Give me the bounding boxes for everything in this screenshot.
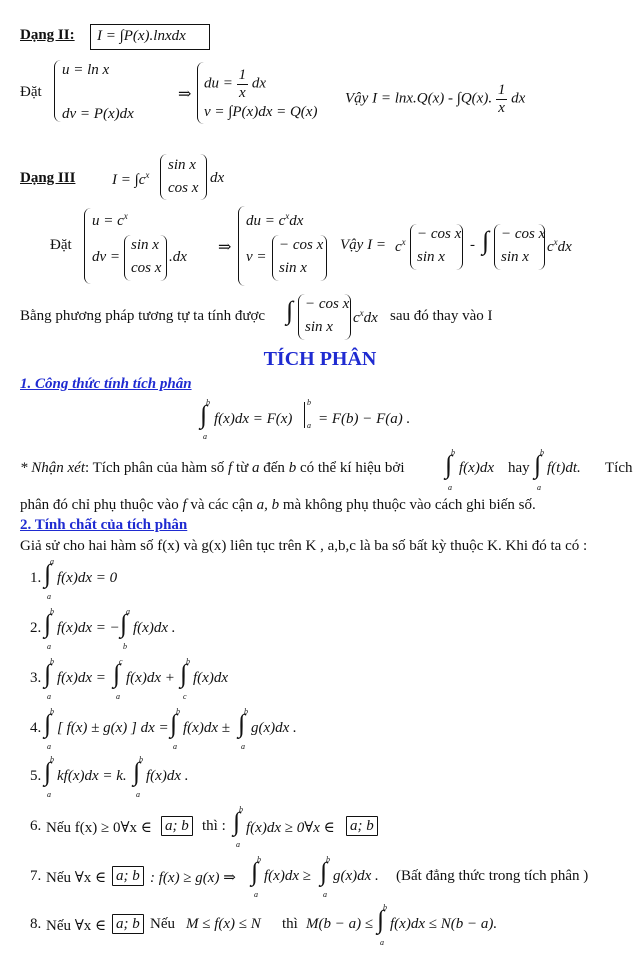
lim-c: c <box>183 692 187 701</box>
remark-line2-ab: a, b <box>256 497 280 513</box>
dang3-negcos-1: − cos x <box>279 237 324 253</box>
remark-int1: f(x)dx <box>459 460 494 476</box>
dang3-minus: - <box>470 237 475 253</box>
remark-text4: có thể kí hiệu bởi <box>299 460 405 476</box>
similar-tail-exp: x <box>359 308 364 318</box>
lim-a: a <box>448 483 452 492</box>
section2-heading: 2. Tính chất của tích phân <box>20 517 188 533</box>
dang2-u: u = ln x <box>62 62 110 78</box>
prop-7-expr1: f(x)dx ≥ <box>264 868 311 884</box>
lim-a: a <box>47 742 51 751</box>
dang3-dv-tail: .dx <box>169 249 187 265</box>
lim-b: b <box>50 607 54 616</box>
dang3-brace-5l <box>272 235 279 281</box>
lim-a: a <box>323 890 327 899</box>
dang3-negcos-2: − cos x <box>417 226 462 242</box>
prop-3-expr3: f(x)dx <box>193 670 228 686</box>
integral-sign: ∫ <box>44 659 52 688</box>
prop-number: 8. <box>30 916 42 932</box>
prop-5-expr1: kf(x)dx = k. <box>57 768 127 784</box>
prop-number: 2. <box>30 620 42 636</box>
prop-7-pre: Nếu ∀x ∈ <box>46 870 107 886</box>
prop-number: 3. <box>30 670 42 686</box>
lim-a: a <box>47 790 51 799</box>
implies-arrow: ⇒ <box>178 86 192 103</box>
prop-7-expr2: g(x)dx . <box>333 868 379 884</box>
dang3-u-exp: x <box>123 211 128 221</box>
remark-tich: Tích <box>605 460 633 476</box>
section1-heading: 1. Công thức tính tích phân <box>20 376 192 392</box>
dang2-vay-num: 1 <box>497 82 506 98</box>
lim-b: b <box>123 642 127 651</box>
section1-formula-tail: = F(b) − F(a) . <box>318 411 411 427</box>
prop-3-expr1: f(x)dx = <box>57 670 106 686</box>
integral-sign: ∫ <box>200 400 208 429</box>
prop-3-expr2: f(x)dx + <box>126 670 175 686</box>
dang2-du-num: 1 <box>238 67 247 83</box>
dang3-vay-exp: x <box>401 237 406 247</box>
dang3-brace-3r <box>160 235 167 281</box>
similar-negcos: − cos x <box>305 296 350 312</box>
prop-8-mid: Nếu <box>150 916 175 932</box>
implies-arrow-2: ⇒ <box>218 239 232 256</box>
similar-brace-r <box>344 294 351 340</box>
similar-brace-l <box>298 294 305 340</box>
prop-8-cond: M ≤ f(x) ≤ N <box>186 916 261 932</box>
dang3-brace-4 <box>238 206 245 286</box>
remark-label: * Nhận xét <box>20 460 85 476</box>
dang3-brace-2 <box>84 208 91 284</box>
lim-b: b <box>139 755 143 764</box>
lim-b: b <box>206 398 210 407</box>
eval-bar <box>304 402 305 428</box>
integral-sign: ∫ <box>113 659 121 688</box>
integral-sign: ∫ <box>170 709 178 738</box>
lim-a: a <box>241 742 245 751</box>
integral-sign: ∫ <box>377 905 385 934</box>
dang3-brace-5r <box>320 235 327 281</box>
dang3-cos-1: cos x <box>168 180 199 196</box>
prop-4-expr3: g(x)dx . <box>251 720 297 736</box>
remark-line2-b: và các cận <box>190 497 253 513</box>
dang2-brace-left <box>54 60 61 122</box>
lim-a-upper: a <box>50 557 54 566</box>
prop-number: 1. <box>30 570 42 586</box>
dang2-label: Dạng II: <box>20 27 75 43</box>
lim-b: b <box>186 657 190 666</box>
dang3-vay-tail: c <box>547 239 554 255</box>
dang2-du-tail: dx <box>251 75 267 92</box>
prop-7-note: (Bất đẳng thức trong tích phân ) <box>396 868 589 884</box>
dang3-dat: Đặt <box>50 237 72 253</box>
dang3-du: du = c <box>246 213 286 229</box>
similar-text-before: Bằng phương pháp tương tự ta tính được <box>20 308 266 324</box>
integral-sign: ∫ <box>120 609 128 638</box>
dang3-sin-4: sin x <box>417 249 445 265</box>
dang2-v: v = ∫P(x)dx = Q(x) <box>204 104 318 120</box>
lim-a: a <box>173 742 177 751</box>
lim-b: b <box>50 755 54 764</box>
prop-6-mid: thì : <box>202 818 226 834</box>
lim-b: b <box>326 855 330 864</box>
dang3-sin-1: sin x <box>168 157 196 173</box>
lim-a: a <box>537 483 541 492</box>
remark-hay: hay <box>508 460 530 476</box>
lim-a: a <box>380 938 384 947</box>
prop-8-lhs: M(b − a) ≤ <box>306 916 374 932</box>
prop-5-expr2: f(x)dx . <box>146 768 189 784</box>
prop-2-expr2: f(x)dx . <box>133 620 176 636</box>
lim-a: a <box>126 607 130 616</box>
remark-int2: f(t)dt. <box>547 460 581 476</box>
dang3-formula-exp: x <box>145 170 150 180</box>
prop-number: 5. <box>30 768 42 784</box>
dang3-negcos-3: − cos x <box>501 226 546 242</box>
dang3-vay-tail-exp: x <box>553 237 558 247</box>
integral-sign: ∫ <box>320 857 328 886</box>
integral-sign: ∫ <box>251 857 259 886</box>
lim-b: b <box>451 448 455 457</box>
dang3-sin-5: sin x <box>501 249 529 265</box>
integral-sign: ∫ <box>44 757 52 786</box>
dang3-brace-6r <box>456 224 463 270</box>
similar-text-after: sau đó thay vào I <box>390 308 493 324</box>
prop-8-rhs: f(x)dx ≤ N(b − a). <box>390 916 498 932</box>
integral-sign: ∫ <box>286 296 294 325</box>
integral-sign: ∫ <box>133 757 141 786</box>
remark-text3: đến <box>263 460 285 476</box>
lim-b: b <box>257 855 261 864</box>
integral-sign: ∫ <box>482 226 490 255</box>
integral-sign: ∫ <box>238 709 246 738</box>
dang3-brace-6l <box>410 224 417 270</box>
lim-a: a <box>236 840 240 849</box>
integral-sign: ∫ <box>44 709 52 738</box>
dang2-du-lhs: du = <box>204 75 233 92</box>
dang3-brace-3l <box>124 235 131 281</box>
dang3-vay-dx: dx <box>557 239 572 255</box>
dang3-vay: Vậy I = <box>340 237 386 253</box>
prop-4-expr2: f(x)dx ± <box>183 720 230 736</box>
eval-a: a <box>307 421 311 430</box>
prop-number: 4. <box>30 720 42 736</box>
lim-b: b <box>383 903 387 912</box>
prop-6-interval2: a; b <box>346 816 378 836</box>
lim-b: b <box>239 805 243 814</box>
dang3-dv: dv = <box>92 249 121 265</box>
remark-a: a <box>252 460 260 476</box>
lim-b: b <box>50 657 54 666</box>
lim-a: a <box>47 692 51 701</box>
lim-b: b <box>244 707 248 716</box>
prop-2-expr1: f(x)dx = − <box>57 620 120 636</box>
prop-7-mid: : f(x) ≥ g(x) ⇒ <box>150 870 236 886</box>
dang2-vay-den: x <box>498 99 505 116</box>
dang3-brace-7l <box>494 224 501 270</box>
lim-b: b <box>50 707 54 716</box>
integral-sign: ∫ <box>534 450 542 479</box>
integral-sign: ∫ <box>180 659 188 688</box>
dang3-sin-3: sin x <box>279 260 307 276</box>
remark-line2: phân đó chỉ phụ thuộc vào <box>20 497 179 513</box>
eval-b: b <box>307 398 311 407</box>
dang3-cos-2: cos x <box>131 260 162 276</box>
similar-sin: sin x <box>305 319 333 335</box>
dang2-vay-tail: dx <box>511 90 526 107</box>
page-title: TÍCH PHÂN <box>263 348 377 370</box>
dang3-vay-c: c <box>395 239 402 255</box>
integral-sign: ∫ <box>233 807 241 836</box>
dang3-formula-tail: dx <box>210 170 225 186</box>
prop-8-interval: a; b <box>112 914 144 934</box>
similar-tail-dx: dx <box>363 310 378 326</box>
dang2-dv: dv = P(x)dx <box>62 106 134 122</box>
lim-a: a <box>47 592 51 601</box>
prop-1-expr: f(x)dx = 0 <box>57 570 118 586</box>
prop-6-pre: Nếu f(x) ≥ 0∀x ∈ <box>46 820 152 836</box>
dang3-brace-1l <box>160 154 167 200</box>
remark-b: b <box>288 460 297 476</box>
prop-7-interval: a; b <box>112 866 144 886</box>
integral-sign: ∫ <box>44 559 52 588</box>
prop-6-interval: a; b <box>161 816 193 836</box>
dang3-formula-lhs: I = ∫c <box>112 172 146 188</box>
dang3-du-exp: x <box>285 211 290 221</box>
section2-intro: Giả sử cho hai hàm số f(x) và g(x) liên tục trên K , a,b,c là ba số bất kỳ thuộc K. Khi đó ta có : <box>20 538 588 554</box>
integral-sign: ∫ <box>44 609 52 638</box>
similar-tail: c <box>353 310 360 326</box>
lim-a: a <box>203 432 207 441</box>
dang2-brace-right <box>197 62 204 124</box>
remark-text1: : Tích phân của hàm số <box>85 460 225 476</box>
lim-c: c <box>119 657 123 666</box>
prop-6-expr: f(x)dx ≥ 0∀x ∈ <box>246 820 335 836</box>
dang2-vay: Vậy I = lnx.Q(x) - ∫Q(x). <box>345 90 493 107</box>
lim-a: a <box>47 642 51 651</box>
lim-a: a <box>136 790 140 799</box>
dang3-brace-7r <box>538 224 545 270</box>
remark-line2-f: f <box>182 497 187 513</box>
integral-sign: ∫ <box>445 450 453 479</box>
dang2-du-den: x <box>239 84 246 101</box>
lim-b: b <box>176 707 180 716</box>
dang3-u: u = c <box>92 213 124 229</box>
lim-a: a <box>116 692 120 701</box>
prop-8-pre: Nếu ∀x ∈ <box>46 918 107 934</box>
dang2-dat: Đặt <box>20 84 42 100</box>
prop-number: 7. <box>30 868 42 884</box>
dang2-formula: I = ∫P(x).lnxdx <box>97 28 186 44</box>
dang3-sin-2: sin x <box>131 237 159 253</box>
lim-b: b <box>540 448 544 457</box>
dang3-label: Dạng III <box>20 170 76 186</box>
prop-4-expr1: [ f(x) ± g(x) ] dx = <box>57 720 169 736</box>
dang3-v: v = <box>246 249 267 265</box>
prop-number: 6. <box>30 818 42 834</box>
prop-8-thi: thì <box>282 916 298 932</box>
dang3-brace-1r <box>200 154 207 200</box>
dang3-du-tail: dx <box>289 213 304 229</box>
section1-formula: f(x)dx = F(x) <box>214 411 293 427</box>
lim-a: a <box>254 890 258 899</box>
remark-text2: từ <box>235 460 249 476</box>
remark-line2-c: mà không phụ thuộc vào cách ghi biến số. <box>282 497 536 513</box>
remark-f: f <box>228 460 233 476</box>
